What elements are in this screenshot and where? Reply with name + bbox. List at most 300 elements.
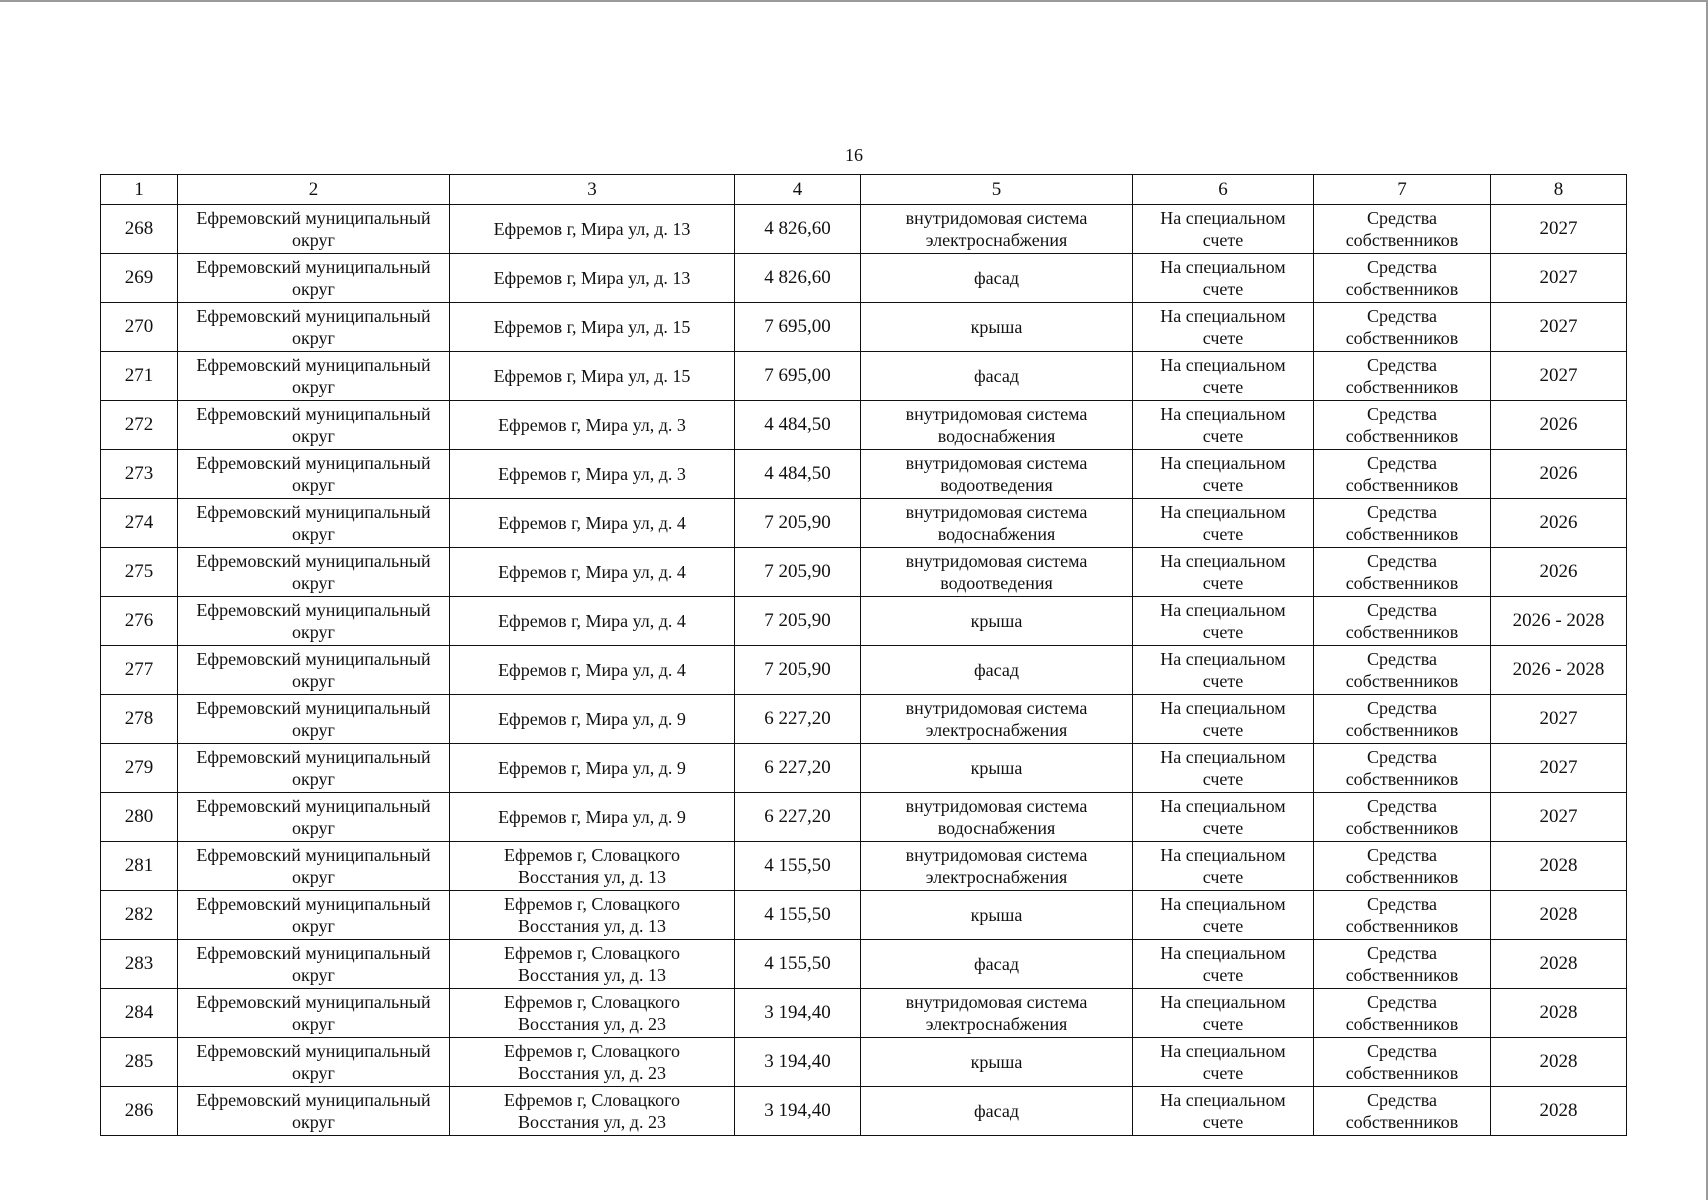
funding-source-cell — [1314, 842, 1491, 891]
funding-source-cell — [1314, 1038, 1491, 1087]
account-line: На специальном — [1160, 600, 1286, 620]
funding-source-line: Средства — [1366, 551, 1438, 571]
work-type-line: крыша — [970, 611, 1023, 631]
table-row — [101, 450, 1627, 499]
area-cell: 7 695,00 — [735, 352, 861, 401]
address-cell — [450, 891, 735, 940]
funding-source-line: собственников — [1345, 671, 1459, 691]
account-cell — [1133, 303, 1314, 352]
work-type-cell — [861, 695, 1133, 744]
work-type-line: водоснабжения — [937, 524, 1056, 544]
district-line: округ — [292, 867, 335, 887]
work-type-cell — [861, 499, 1133, 548]
column-number: 1 — [101, 175, 178, 205]
row-number-cell: 275 — [101, 548, 178, 597]
funding-source-cell — [1314, 989, 1491, 1038]
account-line: счете — [1202, 1063, 1244, 1083]
funding-source-line: Средства — [1366, 992, 1438, 1012]
funding-source-cell — [1314, 793, 1491, 842]
row-number-cell: 285 — [101, 1038, 178, 1087]
address-line: Ефремов г, Словацкого — [503, 894, 681, 914]
address-line: Ефремов г, Мира ул, д. 13 — [493, 268, 691, 288]
account-cell — [1133, 548, 1314, 597]
table-row — [101, 597, 1627, 646]
account-cell — [1133, 646, 1314, 695]
column-number: 4 — [735, 175, 861, 205]
address-line: Ефремов г, Мира ул, д. 9 — [498, 758, 686, 778]
account-line: На специальном — [1160, 943, 1286, 963]
column-number-row — [101, 175, 1627, 205]
table-row — [101, 793, 1627, 842]
district-line: Ефремовский муниципальный — [196, 502, 431, 522]
district-line: округ — [292, 1112, 335, 1132]
address-line: Ефремов г, Мира ул, д. 4 — [498, 611, 686, 631]
account-cell — [1133, 1038, 1314, 1087]
funding-source-line: Средства — [1366, 453, 1438, 473]
table-row — [101, 401, 1627, 450]
work-type-line: электроснабжения — [925, 230, 1068, 250]
work-type-line: внутридомовая система — [905, 453, 1088, 473]
work-type-cell — [861, 303, 1133, 352]
year-cell: 2028 — [1491, 891, 1627, 940]
address-line: Восстания ул, д. 13 — [518, 916, 666, 936]
address-line: Восстания ул, д. 13 — [518, 867, 666, 887]
work-type-line: внутридомовая система — [905, 208, 1088, 228]
address-cell — [450, 793, 735, 842]
work-type-line: внутридомовая система — [905, 502, 1088, 522]
work-type-cell — [861, 744, 1133, 793]
funding-source-line: собственников — [1345, 279, 1459, 299]
account-line: На специальном — [1160, 649, 1286, 669]
table-body — [101, 205, 1627, 1136]
district-cell — [178, 891, 450, 940]
district-line: округ — [292, 965, 335, 985]
account-line: счете — [1202, 769, 1244, 789]
area-cell: 4 484,50 — [735, 450, 861, 499]
funding-source-line: собственников — [1345, 426, 1459, 446]
account-line: На специальном — [1160, 208, 1286, 228]
account-line: На специальном — [1160, 894, 1286, 914]
work-type-line: фасад — [973, 268, 1019, 288]
work-type-line: внутридомовая система — [905, 992, 1088, 1012]
column-number: 2 — [178, 175, 450, 205]
account-line: На специальном — [1160, 698, 1286, 718]
district-line: Ефремовский муниципальный — [196, 698, 431, 718]
address-line: Ефремов г, Мира ул, д. 4 — [498, 562, 686, 582]
column-number: 6 — [1133, 175, 1314, 205]
account-line: На специальном — [1160, 747, 1286, 767]
area-cell: 7 205,90 — [735, 499, 861, 548]
address-line: Ефремов г, Мира ул, д. 3 — [498, 464, 686, 484]
work-type-line: водоотведения — [940, 573, 1053, 593]
address-cell — [450, 352, 735, 401]
district-line: Ефремовский муниципальный — [196, 943, 431, 963]
address-cell — [450, 450, 735, 499]
row-number-cell: 277 — [101, 646, 178, 695]
row-number-cell: 271 — [101, 352, 178, 401]
row-number-cell: 272 — [101, 401, 178, 450]
account-line: На специальном — [1160, 404, 1286, 424]
work-type-cell — [861, 352, 1133, 401]
year-cell: 2027 — [1491, 744, 1627, 793]
address-line: Ефремов г, Словацкого — [503, 1041, 681, 1061]
address-cell — [450, 401, 735, 450]
address-line: Ефремов г, Мира ул, д. 15 — [493, 366, 691, 386]
account-line: счете — [1202, 328, 1244, 348]
work-type-line: внутридомовая система — [905, 551, 1088, 571]
year-cell: 2028 — [1491, 1038, 1627, 1087]
district-cell — [178, 793, 450, 842]
address-cell — [450, 1087, 735, 1136]
account-cell — [1133, 401, 1314, 450]
funding-source-cell — [1314, 744, 1491, 793]
work-type-line: электроснабжения — [925, 720, 1068, 740]
year-cell: 2026 - 2028 — [1491, 646, 1627, 695]
district-line: Ефремовский муниципальный — [196, 747, 431, 767]
area-cell: 7 205,90 — [735, 646, 861, 695]
district-line: Ефремовский муниципальный — [196, 649, 431, 669]
account-line: На специальном — [1160, 453, 1286, 473]
work-type-line: водоотведения — [940, 475, 1053, 495]
row-number-cell: 281 — [101, 842, 178, 891]
account-cell — [1133, 450, 1314, 499]
district-line: Ефремовский муниципальный — [196, 404, 431, 424]
table-row — [101, 842, 1627, 891]
work-type-line: электроснабжения — [925, 1014, 1068, 1034]
funding-source-line: Средства — [1366, 845, 1438, 865]
district-line: округ — [292, 622, 335, 642]
funding-source-cell — [1314, 940, 1491, 989]
address-line: Ефремов г, Мира ул, д. 4 — [498, 660, 686, 680]
table-row — [101, 352, 1627, 401]
area-cell: 3 194,40 — [735, 1087, 861, 1136]
funding-source-line: Средства — [1366, 502, 1438, 522]
district-cell — [178, 548, 450, 597]
address-cell — [450, 940, 735, 989]
funding-source-cell — [1314, 646, 1491, 695]
row-number-cell: 284 — [101, 989, 178, 1038]
row-number-cell: 280 — [101, 793, 178, 842]
district-line: округ — [292, 769, 335, 789]
work-type-line: внутридомовая система — [905, 698, 1088, 718]
address-line: Восстания ул, д. 13 — [518, 965, 666, 985]
account-line: На специальном — [1160, 1041, 1286, 1061]
account-line: счете — [1202, 573, 1244, 593]
year-cell: 2028 — [1491, 989, 1627, 1038]
account-line: На специальном — [1160, 355, 1286, 375]
address-cell — [450, 548, 735, 597]
funding-source-line: собственников — [1345, 965, 1459, 985]
district-line: Ефремовский муниципальный — [196, 600, 431, 620]
account-cell — [1133, 499, 1314, 548]
work-type-cell — [861, 1087, 1133, 1136]
district-cell — [178, 499, 450, 548]
district-line: Ефремовский муниципальный — [196, 992, 431, 1012]
area-cell: 4 826,60 — [735, 254, 861, 303]
work-type-cell — [861, 842, 1133, 891]
account-line: счете — [1202, 965, 1244, 985]
scan-edge-top — [0, 0, 1708, 2]
table-row — [101, 1038, 1627, 1087]
area-cell: 4 155,50 — [735, 842, 861, 891]
funding-source-line: собственников — [1345, 377, 1459, 397]
account-cell — [1133, 891, 1314, 940]
funding-source-line: собственников — [1345, 328, 1459, 348]
district-line: округ — [292, 1014, 335, 1034]
account-cell — [1133, 205, 1314, 254]
district-cell — [178, 303, 450, 352]
funding-source-cell — [1314, 205, 1491, 254]
account-line: счете — [1202, 279, 1244, 299]
funding-source-cell — [1314, 548, 1491, 597]
account-line: На специальном — [1160, 1090, 1286, 1110]
funding-source-line: собственников — [1345, 622, 1459, 642]
funding-source-line: собственников — [1345, 720, 1459, 740]
district-line: округ — [292, 377, 335, 397]
work-type-line: внутридомовая система — [905, 404, 1088, 424]
address-cell — [450, 1038, 735, 1087]
account-line: счете — [1202, 720, 1244, 740]
year-cell: 2028 — [1491, 1087, 1627, 1136]
funding-source-line: Средства — [1366, 600, 1438, 620]
year-cell: 2027 — [1491, 352, 1627, 401]
address-cell — [450, 597, 735, 646]
account-line: счете — [1202, 671, 1244, 691]
area-cell: 4 155,50 — [735, 940, 861, 989]
work-type-cell — [861, 401, 1133, 450]
work-type-cell — [861, 548, 1133, 597]
work-type-cell — [861, 891, 1133, 940]
account-line: счете — [1202, 916, 1244, 936]
area-cell: 3 194,40 — [735, 1038, 861, 1087]
year-cell: 2026 — [1491, 499, 1627, 548]
area-cell: 6 227,20 — [735, 744, 861, 793]
work-type-cell — [861, 989, 1133, 1038]
district-cell — [178, 401, 450, 450]
account-line: счете — [1202, 622, 1244, 642]
column-number: 7 — [1314, 175, 1491, 205]
work-type-line: крыша — [970, 905, 1023, 925]
table-row — [101, 989, 1627, 1038]
column-number: 5 — [861, 175, 1133, 205]
column-number: 8 — [1491, 175, 1627, 205]
year-cell: 2027 — [1491, 205, 1627, 254]
funding-source-line: Средства — [1366, 796, 1438, 816]
work-type-line: водоснабжения — [937, 426, 1056, 446]
funding-source-cell — [1314, 891, 1491, 940]
address-line: Восстания ул, д. 23 — [518, 1014, 666, 1034]
address-cell — [450, 254, 735, 303]
funding-source-cell — [1314, 352, 1491, 401]
table-header — [101, 175, 1627, 205]
funding-source-line: Средства — [1366, 306, 1438, 326]
funding-source-line: Средства — [1366, 1041, 1438, 1061]
account-cell — [1133, 793, 1314, 842]
year-cell: 2026 — [1491, 401, 1627, 450]
account-line: На специальном — [1160, 551, 1286, 571]
district-line: округ — [292, 1063, 335, 1083]
account-line: На специальном — [1160, 306, 1286, 326]
funding-source-line: Средства — [1366, 747, 1438, 767]
row-number-cell: 274 — [101, 499, 178, 548]
table-row — [101, 695, 1627, 744]
work-type-line: крыша — [970, 758, 1023, 778]
district-line: округ — [292, 475, 335, 495]
account-line: счете — [1202, 1112, 1244, 1132]
row-number-cell: 278 — [101, 695, 178, 744]
funding-source-line: Средства — [1366, 943, 1438, 963]
district-cell — [178, 744, 450, 793]
funding-source-line: собственников — [1345, 573, 1459, 593]
funding-source-line: собственников — [1345, 524, 1459, 544]
address-line: Восстания ул, д. 23 — [518, 1063, 666, 1083]
district-cell — [178, 842, 450, 891]
funding-source-line: собственников — [1345, 1063, 1459, 1083]
district-cell — [178, 352, 450, 401]
area-cell: 4 826,60 — [735, 205, 861, 254]
address-line: Ефремов г, Мира ул, д. 3 — [498, 415, 686, 435]
funding-source-cell — [1314, 695, 1491, 744]
district-cell — [178, 254, 450, 303]
area-cell: 4 155,50 — [735, 891, 861, 940]
area-cell: 4 484,50 — [735, 401, 861, 450]
district-line: Ефремовский муниципальный — [196, 1041, 431, 1061]
row-number-cell: 276 — [101, 597, 178, 646]
work-type-cell — [861, 205, 1133, 254]
district-line: округ — [292, 573, 335, 593]
work-type-line: фасад — [973, 660, 1019, 680]
year-cell: 2026 — [1491, 548, 1627, 597]
year-cell: 2028 — [1491, 842, 1627, 891]
account-cell — [1133, 597, 1314, 646]
funding-source-line: Средства — [1366, 404, 1438, 424]
funding-source-line: собственников — [1345, 818, 1459, 838]
funding-source-line: Средства — [1366, 1090, 1438, 1110]
address-line: Ефремов г, Мира ул, д. 13 — [493, 219, 691, 239]
account-line: счете — [1202, 377, 1244, 397]
work-type-cell — [861, 450, 1133, 499]
work-type-line: электроснабжения — [925, 867, 1068, 887]
funding-source-line: собственников — [1345, 475, 1459, 495]
table-row — [101, 940, 1627, 989]
account-line: счете — [1202, 818, 1244, 838]
funding-source-cell — [1314, 597, 1491, 646]
district-line: Ефремовский муниципальный — [196, 208, 431, 228]
account-line: На специальном — [1160, 845, 1286, 865]
work-type-line: крыша — [970, 317, 1023, 337]
funding-source-cell — [1314, 1087, 1491, 1136]
account-line: На специальном — [1160, 992, 1286, 1012]
district-line: Ефремовский муниципальный — [196, 894, 431, 914]
address-cell — [450, 695, 735, 744]
table-row — [101, 891, 1627, 940]
district-line: Ефремовский муниципальный — [196, 257, 431, 277]
account-line: счете — [1202, 867, 1244, 887]
district-cell — [178, 597, 450, 646]
work-type-cell — [861, 1038, 1133, 1087]
account-line: счете — [1202, 230, 1244, 250]
address-line: Ефремов г, Мира ул, д. 15 — [493, 317, 691, 337]
funding-source-cell — [1314, 254, 1491, 303]
funding-source-cell — [1314, 303, 1491, 352]
district-cell — [178, 1087, 450, 1136]
funding-source-cell — [1314, 401, 1491, 450]
work-type-line: фасад — [973, 1101, 1019, 1121]
district-line: округ — [292, 230, 335, 250]
funding-source-line: Средства — [1366, 698, 1438, 718]
table-row — [101, 1087, 1627, 1136]
work-type-cell — [861, 793, 1133, 842]
address-line: Восстания ул, д. 23 — [518, 1112, 666, 1132]
page-number: 16 — [845, 145, 863, 165]
account-line: счете — [1202, 524, 1244, 544]
work-type-line: фасад — [973, 954, 1019, 974]
address-line: Ефремов г, Словацкого — [503, 943, 681, 963]
row-number-cell: 283 — [101, 940, 178, 989]
row-number-cell: 270 — [101, 303, 178, 352]
area-cell: 7 205,90 — [735, 597, 861, 646]
account-line: На специальном — [1160, 502, 1286, 522]
address-line: Ефремов г, Мира ул, д. 4 — [498, 513, 686, 533]
district-line: округ — [292, 671, 335, 691]
row-number-cell: 273 — [101, 450, 178, 499]
district-line: Ефремовский муниципальный — [196, 1090, 431, 1110]
table-row — [101, 744, 1627, 793]
row-number-cell: 282 — [101, 891, 178, 940]
work-type-line: внутридомовая система — [905, 796, 1088, 816]
address-cell — [450, 744, 735, 793]
account-cell — [1133, 1087, 1314, 1136]
year-cell: 2027 — [1491, 303, 1627, 352]
address-line: Ефремов г, Словацкого — [503, 1090, 681, 1110]
funding-source-line: Средства — [1366, 355, 1438, 375]
funding-source-line: Средства — [1366, 257, 1438, 277]
area-cell: 3 194,40 — [735, 989, 861, 1038]
district-line: округ — [292, 426, 335, 446]
district-line: Ефремовский муниципальный — [196, 845, 431, 865]
district-line: округ — [292, 916, 335, 936]
account-cell — [1133, 842, 1314, 891]
funding-source-cell — [1314, 499, 1491, 548]
register-table — [100, 174, 1627, 1136]
district-line: округ — [292, 524, 335, 544]
work-type-cell — [861, 254, 1133, 303]
address-cell — [450, 646, 735, 695]
account-cell — [1133, 989, 1314, 1038]
district-cell — [178, 646, 450, 695]
table-row — [101, 254, 1627, 303]
area-cell: 6 227,20 — [735, 793, 861, 842]
funding-source-cell — [1314, 450, 1491, 499]
area-cell: 7 205,90 — [735, 548, 861, 597]
address-cell — [450, 989, 735, 1038]
row-number-cell: 269 — [101, 254, 178, 303]
district-line: Ефремовский муниципальный — [196, 453, 431, 473]
account-cell — [1133, 254, 1314, 303]
work-type-cell — [861, 940, 1133, 989]
table-row — [101, 205, 1627, 254]
work-type-line: внутридомовая система — [905, 845, 1088, 865]
row-number-cell: 268 — [101, 205, 178, 254]
address-cell — [450, 499, 735, 548]
year-cell: 2027 — [1491, 254, 1627, 303]
funding-source-line: собственников — [1345, 1014, 1459, 1034]
funding-source-line: собственников — [1345, 1112, 1459, 1132]
work-type-line: фасад — [973, 366, 1019, 386]
year-cell: 2027 — [1491, 793, 1627, 842]
account-line: На специальном — [1160, 796, 1286, 816]
district-line: Ефремовский муниципальный — [196, 306, 431, 326]
